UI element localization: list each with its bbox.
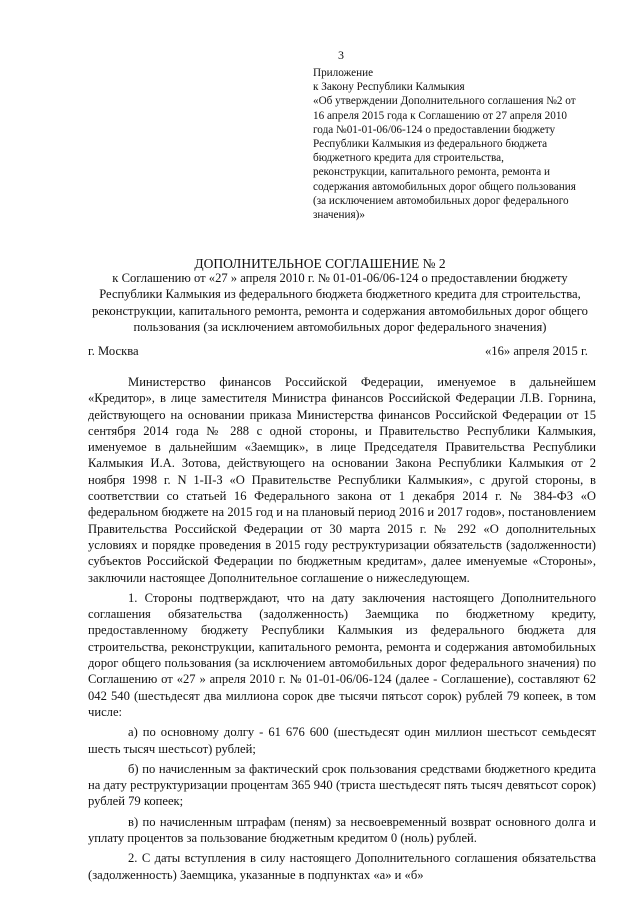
document-subtitle: к Соглашению от «27 » апреля 2010 г. № 01-01-06/06-124 о предоставлении бюджету Республики Калмыкия из федерального бюджета бюджетного кредита для строительства, реконструкции, капитального ремонта, ремонта и содержания автомобильных дорог общего пользования (за исключением автомобильных дорог федерального значения) <box>92 271 588 334</box>
appendix-line: 16 апреля 2015 года к Соглашению от 27 апреля 2010 <box>313 109 568 122</box>
appendix-line: бюджетного кредита для строительства, <box>313 152 504 165</box>
appendix-line: (за исключением автомобильных дорог федерального <box>313 194 569 207</box>
appendix-line: Приложение <box>313 67 374 79</box>
signing-city: г. Москва <box>88 344 139 358</box>
appendix-line: реконструкции, капитального ремонта, ремонта и <box>313 166 550 179</box>
subclause-a: а) по основному долгу - 61 676 600 (шестьдесят один миллион шестьсот семьдесят шесть тысяч шестьсот) рублей; <box>88 725 596 756</box>
signing-date: «16» апреля 2015 г. <box>485 344 588 358</box>
page-number: 3 <box>338 48 344 62</box>
subclause-v: в) по начисленным штрафам (пеням) за несвоевременный возврат основного долга и уплату процентов за пользование бюджетным кредитом 0 (ноль) рублей. <box>88 814 596 846</box>
appendix-block <box>313 66 613 222</box>
appendix-line: значения)» <box>313 209 365 222</box>
appendix-line: Республики Калмыкия из федерального бюджета <box>313 138 548 151</box>
subclause-b: б) по начисленным за фактический срок пользования средствами бюджетного кредита на дату реструктуризации процентам 365 940 (триста шестьдесят пять тысяч девятьсот сорок) рублей 79 копеек; <box>88 761 596 809</box>
appendix-line: содержания автомобильных дорог общего пользования <box>313 180 576 193</box>
document-body <box>88 374 596 883</box>
intro-paragraph: Министерство финансов Российской Федерации, именуемое в дальнейшем «Кредитор», в лице заместителя Министра финансов Российской Федерации Л.В. Горнина, действующего на основании приказа Министерства финансов Российской Федерации от 15 сентября 2014 года № 288 с одной стороны, и Правительство Республики Калмыкия, именуемое в дальнейшим «Заемщик», в лице Председателя Правительства Республики Калмыкия И.А. Зотова, действующего на основании Закона Республики Калмыкия от 2 ноября 1998 г. N 1-II-З «О Правительстве Республики Калмыкия», с другой стороны, в соответствии со статьей 16 Федерального закона от 1 декабря 2014 г. № 384-ФЗ «О федеральном бюджете на 2015 год и на плановый период 2016 и 2017 годов», постановлением Правительства Российской Федерации от 30 марта 2015 г. № 292 «О дополнительных условиях и порядке проведения в 2015 году реструктуризации обязательств (задолженности) субъектов Российской Федерации по бюджетным кредитам», далее именуемые «Стороны», заключили настоящее Дополнительное соглашение о нижеследующем. <box>88 375 596 585</box>
clause-2-paragraph: 2. С даты вступления в силу настоящего Дополнительного соглашения обязательства (задолженность) Заемщика, указанные в подпунктах «а» и «б» <box>88 851 596 882</box>
appendix-line: к Закону Республики Калмыкия <box>313 81 465 94</box>
appendix-line: года №01-01-06/06-124 о предоставлении бюджету <box>313 123 556 136</box>
appendix-line: «Об утверждении Дополнительного соглашения №2 от <box>313 95 576 108</box>
clause-1-paragraph: 1. Стороны подтверждают, что на дату заключения настоящего Дополнительного соглашения обязательства (задолженность) Заемщика по бюджетному кредиту, предоставленному бюджету Республики Калмыкия из федерального бюджета для строительства, реконструкции, капитального ремонта, ремонта и содержания автомобильных дорог общего пользования (за исключением автомобильных дорог федерального значения) по Соглашению от «27 » апреля 2010 г. № 01-01-06/06-124 (далее - Соглашение), составляют 62 042 540 (шестьдесят два миллиона сорок две тысячи пятьсот сорок) рублей 79 копеек, в том числе: <box>88 590 596 719</box>
document-title: ДОПОЛНИТЕЛЬНОЕ СОГЛАШЕНИЕ № 2 <box>194 256 446 271</box>
